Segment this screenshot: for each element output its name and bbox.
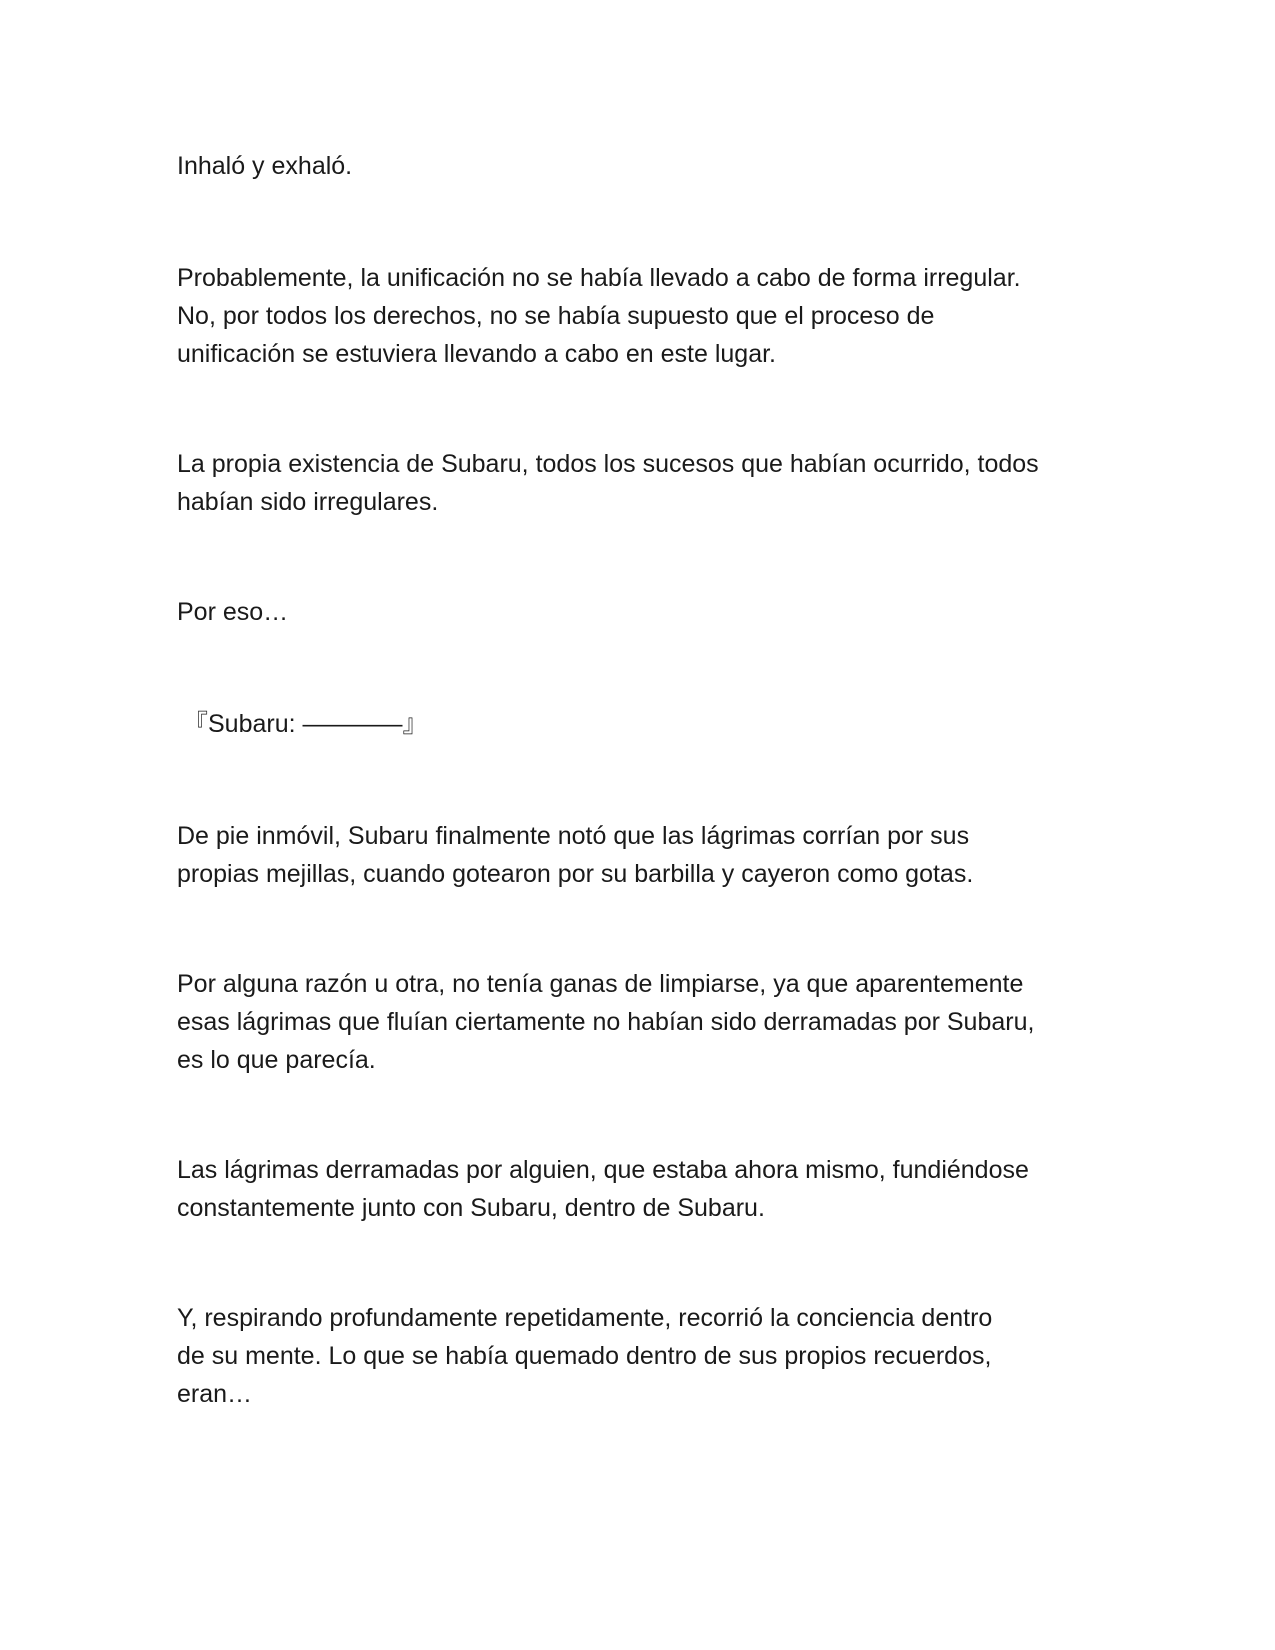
paragraph-5: De pie inmóvil, Subaru finalmente notó que las lágrimas corrían por sus propias mejillas, cuando gotearon por su barbilla y cayeron como gotas. [177,822,974,888]
paragraph-1: Inhaló y exhaló. [177,152,353,180]
paragraph-2: Probablemente, la unificación no se había llevado a cabo de forma irregular. No, por todos los derechos, no se había supuesto que el proceso de unificación se estuviera llevando a cabo en este lugar. [177,264,1021,368]
dialogue-line: 『Subaru: ————』 [183,710,428,738]
paragraph-3: La propia existencia de Subaru, todos los sucesos que habían ocurrido, todos habían sido irregulares. [177,450,1039,516]
paragraph-8: Y, respirando profundamente repetidamente, recorrió la conciencia dentro de su mente. Lo que se había quemado dentro de sus propios recuerdos, eran… [177,1304,993,1408]
paragraph-7: Las lágrimas derramadas por alguien, que estaba ahora mismo, fundiéndose constantemente junto con Subaru, dentro de Subaru. [177,1156,1029,1222]
paragraph-6: Por alguna razón u otra, no tenía ganas de limpiarse, ya que aparentemente esas lágrimas que fluían ciertamente no habían sido derramadas por Subaru, es lo que parecía. [177,970,1035,1074]
paragraph-4: Por eso… [177,598,289,626]
